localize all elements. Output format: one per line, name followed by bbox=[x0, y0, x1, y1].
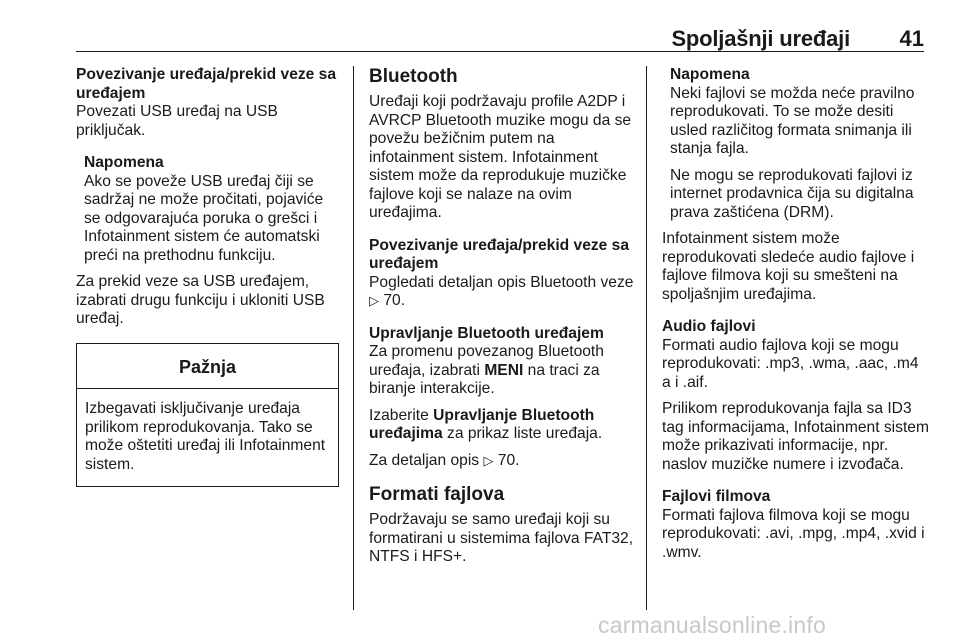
audio-files-heading: Audio fajlovi bbox=[662, 318, 756, 335]
bt-manage-text bbox=[369, 343, 639, 399]
usb-disconnect-text: Za prekid veze sa USB uređajem, izabrati drugu funkciju i ukloniti USB uređaj. bbox=[76, 273, 325, 327]
usb-note-text: Ako se poveže USB uređaj čiji se sadržaj ne može pročitati, pojaviće se odgovarajuća poruka o grešci i Infotainment sistem će automatski preći na prethodnu funkciju. bbox=[84, 172, 324, 264]
id3-text: Prilikom reprodukovanja fajla sa ID3 tag informacijama, Infotainment sistem može prikazivati informacije, npr. naslov muzičke numere i izvođača. bbox=[662, 400, 929, 473]
files-note bbox=[662, 66, 930, 222]
column-divider-2 bbox=[646, 66, 647, 610]
bt-connect-ref: 70. bbox=[383, 292, 406, 309]
bt-detail-text-body: Za detaljan opis bbox=[369, 451, 480, 469]
usb-note-title: Napomena bbox=[84, 154, 164, 171]
column-3 bbox=[662, 66, 930, 562]
warning-text: Izbegavati isključivanje uređaja prilikom reprodukovanja. Tako se može oštetiti uređaj ili Infotainment sistem. bbox=[85, 400, 326, 473]
usb-connect-heading: Povezivanje uređaja/prekid veze sa uređajem bbox=[76, 66, 337, 102]
bt-detail-text bbox=[369, 452, 639, 471]
bt-select-text bbox=[369, 407, 639, 444]
bt-manage-text-b: na traci za biranje interakcije. bbox=[369, 361, 600, 397]
watermark: carmanualsonline.info bbox=[598, 612, 826, 638]
warning-box bbox=[76, 343, 339, 488]
column-2 bbox=[369, 66, 639, 567]
column-1 bbox=[76, 66, 341, 487]
audio-files-text: Formati audio fajlova koji se mogu reprodukovati: .mp3, .wma, .aac, .m4 a i .aif. bbox=[662, 336, 919, 391]
bt-manage-heading: Upravljanje Bluetooth uređajem bbox=[369, 324, 604, 342]
video-files-heading: Fajlovi filmova bbox=[662, 488, 771, 505]
files-note-title: Napomena bbox=[670, 66, 750, 83]
bt-select-bold: Upravljanje Bluetooth uređajima bbox=[369, 406, 595, 442]
bt-select-text-b: za prikaz liste uređaja. bbox=[447, 425, 603, 442]
menu-label: MENI bbox=[484, 361, 524, 379]
bt-connect-text-body: Pogledati detaljan opis Bluetooth veze bbox=[369, 273, 634, 291]
page-header-title: Spoljašnji uređaji bbox=[671, 26, 850, 51]
bluetooth-section-title: Bluetooth bbox=[369, 66, 458, 87]
video-files-text: Formati fajlova filmova koji se mogu reprodukovati: .avi, .mpg, .mp4, .xvid i .wmv. bbox=[662, 506, 925, 561]
supported-files-text: Infotainment sistem može reprodukovati sledeće audio fajlove i fajlove filmova koji su smešteni na spoljašnjim uređajima. bbox=[662, 230, 915, 303]
formats-text: Podržavaju se samo uređaji koji su formatirani u sistemima fajlova FAT32, NTFS i HFS+. bbox=[369, 511, 634, 565]
header-rule bbox=[76, 51, 924, 52]
column-divider-1 bbox=[353, 66, 354, 610]
formats-section-title: Formati fajlova bbox=[369, 484, 505, 505]
bt-detail-ref: 70. bbox=[497, 451, 520, 469]
warning-title: Pažnja bbox=[77, 344, 338, 390]
usb-connect-text: Povezati USB uređaj na USB priključak. bbox=[76, 103, 278, 139]
page-number: 41 bbox=[899, 26, 924, 51]
usb-note bbox=[76, 154, 341, 265]
bt-select-text-a: Izaberite bbox=[369, 406, 429, 424]
page-ref-arrow-icon: ▷ bbox=[483, 452, 494, 468]
files-note-text-2: Ne mogu se reprodukovati fajlovi iz internet prodavnica čija su digitalna prava zaštićena (DRM). bbox=[670, 166, 914, 221]
bt-manage-text-a: Za promenu povezanog Bluetooth uređaja, izabrati bbox=[369, 343, 604, 379]
bluetooth-intro-text: Uređaji koji podržavaju profile A2DP i AVRCP Bluetooth muzike mogu da se povežu bežičnim putem na infotainment sistem. Infotainment sistem može da reprodukuje muzičke fajlove koji se nalaze na ovim uređajima. bbox=[369, 93, 632, 221]
bt-connect-text bbox=[369, 274, 639, 311]
bt-connect-heading: Povezivanje uređaja/prekid veze sa uređajem bbox=[369, 236, 630, 272]
files-note-text-1: Neki fajlovi se možda neće pravilno reprodukovati. To se može desiti usled različitog formata snimanja ili stanja fajla. bbox=[670, 84, 915, 157]
page-ref-arrow-icon: ▷ bbox=[369, 293, 379, 308]
